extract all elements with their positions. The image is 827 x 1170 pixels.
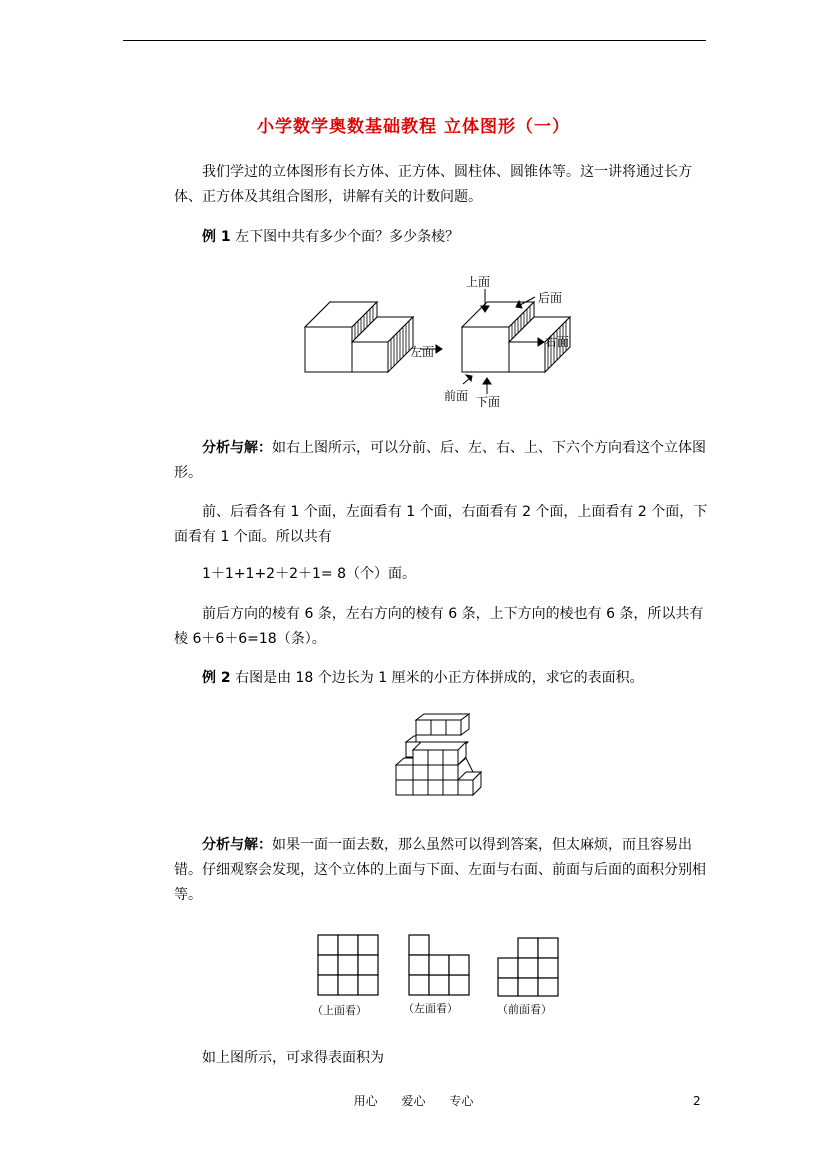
label-top: 上面	[466, 275, 491, 289]
view-top-label: （上面看）	[312, 1004, 367, 1017]
faces-formula: 1＋1+1+2＋2＋1= 8（个）面。	[202, 566, 416, 582]
figure-2-cube-stack	[388, 712, 488, 812]
label-bottom: 下面	[476, 395, 501, 409]
closing-paragraph: 如上图所示，可求得表面积为	[202, 1050, 384, 1066]
label-right: 右面	[545, 335, 570, 349]
edges-paragraph: 前后方向的棱有 6 条，左右方向的棱有 6 条，上下方向的棱也有 6 条，所以共有棱 6＋6＋6=18（条）。	[174, 606, 704, 647]
page-number: 2	[693, 1094, 701, 1108]
analysis-1-label: 分析与解：	[202, 440, 272, 456]
view-left-grid	[409, 935, 469, 995]
label-front: 前面	[444, 389, 469, 403]
analysis-2-label: 分析与解：	[202, 837, 272, 853]
page-title: 小学数学奥数基础教程 立体图形（一）	[257, 117, 570, 137]
analysis-2-text: 如果一面一面去数，那么虽然可以得到答案，但太麻烦，而且容易出错。仔细观察会发现，这个立体的上面与下面、左面与右面、前面与后面的面积分别相等。	[174, 837, 706, 903]
example-2-label: 例 2	[202, 670, 231, 686]
view-front-grid	[498, 938, 558, 996]
header-rule	[123, 40, 706, 41]
footer-item: 爱心	[401, 1094, 426, 1108]
footer	[0, 1092, 827, 1109]
analysis-1	[174, 436, 709, 486]
footer-item: 用心	[353, 1094, 378, 1108]
analysis-1-text: 如右上图所示，可以分前、后、左、右、上、下六个方向看这个立体图形。	[174, 440, 706, 481]
view-top-grid	[318, 935, 378, 995]
example-1-text: 左下图中共有多少个面？多少条棱？	[230, 229, 460, 245]
example-1	[174, 225, 709, 250]
label-back: 后面	[538, 291, 563, 305]
example-2	[174, 666, 709, 691]
view-front-label: （前面看）	[497, 1003, 552, 1016]
faces-paragraph: 前、后看各有 1 个面，左面看有 1 个面，右面看有 2 个面，上面看有 2 个面，下面看有 1 个面。所以共有	[174, 504, 708, 545]
analysis-2	[174, 833, 709, 908]
figure-1	[300, 272, 585, 412]
intro-paragraph: 我们学过的立体图形有长方体、正方体、圆柱体、圆锥体等。这一讲将通过长方体、正方体及其组合图形，讲解有关的计数问题。	[174, 164, 692, 205]
label-left: 左面	[410, 345, 435, 359]
example-1-label: 例 1	[202, 229, 231, 245]
footer-item: 专心	[449, 1094, 474, 1108]
example-2-text: 右图是由 18 个边长为 1 厘米的小正方体拼成的，求它的表面积。	[230, 670, 644, 686]
figure-3-views	[310, 930, 570, 1022]
view-left-label: （左面看）	[403, 1002, 458, 1015]
